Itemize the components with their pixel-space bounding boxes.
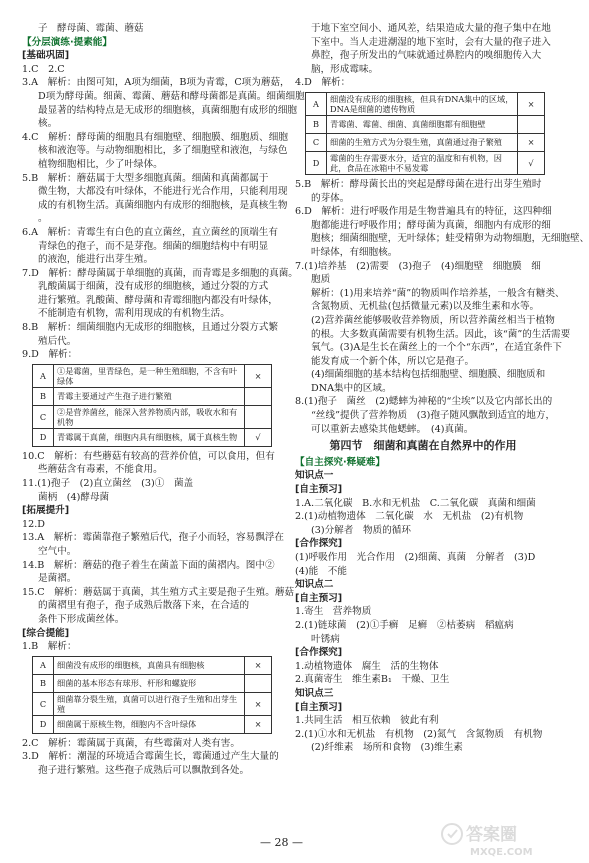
text-line: 下室中。当人走进潮湿的地下室时，会有大量的孢子进入 — [311, 36, 551, 48]
option-letter: D — [33, 428, 54, 446]
option-letter: B — [33, 674, 54, 692]
option-text: 细菌的生殖方式为分裂生殖，真菌通过孢子繁殖 — [327, 133, 518, 151]
judgement-mark: × — [518, 133, 545, 151]
text-line: 1.A.二氧化碳 B.水和无机盐 C.二氧化碳 真菌和细菌 — [295, 497, 536, 509]
judgement-mark: × — [245, 656, 272, 674]
text-line: 1.共同生活 相互依赖 彼此有利 — [295, 715, 439, 727]
option-text: 霉菌的生存需要水分，适宜的温度和有机物，因此，食品在冰箱中不易发霉 — [327, 151, 518, 174]
option-letter: A — [306, 92, 327, 115]
option-letter: A — [33, 656, 54, 674]
text-line: 核和液泡等。与动物细胞相比，多了细胞壁和液泡，与绿色 — [38, 145, 288, 157]
text-line: 5.B 解析：蘑菇属于大型多细胞真菌。细菌和真菌都属于 — [22, 172, 269, 184]
text-line: 4.C 解析：酵母菌的细胞具有细胞壁、细胞膜、细胞质、细胞 — [22, 131, 288, 143]
judgement-mark — [518, 115, 545, 133]
option-letter: C — [33, 405, 54, 428]
text-line: 3.D 解析：潮湿的环境适合霉菌生长，霉菌通过产生大量的 — [22, 751, 279, 763]
option-letter: D — [33, 715, 54, 733]
table-row — [33, 387, 272, 405]
text-line: 知识点二 — [295, 579, 334, 591]
table-row — [33, 428, 272, 446]
text-line: DNA集中的区域。 — [311, 382, 392, 394]
text-line: 植物细胞相比，少了叶绿体。 — [38, 158, 163, 170]
judgement-mark: √ — [518, 151, 545, 174]
section-title: 第四节 细菌和真菌在自然界中的作用 — [329, 439, 517, 453]
text-line: 15.C 解析：蘑菇属于真菌，其生殖方式主要是孢子生殖。蘑菇 — [22, 586, 295, 598]
text-line: 核。 — [38, 118, 58, 130]
text-line: 叶绿体，有细胞核。 — [311, 246, 398, 258]
table-row — [306, 133, 545, 151]
text-line: 含氮物质、无机盐(包括微量元素)以及维生素和水等。 — [311, 301, 540, 313]
option-letter: C — [33, 692, 54, 715]
text-line: 1.C 2.C — [22, 63, 65, 75]
text-line: 7.D 解析：酵母菌属于单细胞的真菌，而青霉是多细胞的真菌。 — [22, 267, 298, 279]
text-line: 1.动植物遗体 腐生 活的生物体 — [295, 660, 439, 672]
table-row — [33, 692, 272, 715]
judgement-mark: × — [518, 92, 545, 115]
text-line: 解析：(1)用来培养“菌”的物质叫作培养基，一般含有糖类、 — [311, 287, 565, 299]
table-row — [33, 674, 272, 692]
text-line: 6.A 解析：青霉生有白色的直立菌丝，直立菌丝的顶端生有 — [22, 226, 278, 238]
option-text: 青霉属于真菌，细胞内具有细胞核，属于真核生物 — [54, 428, 245, 446]
answer-table — [305, 92, 545, 175]
text-line: [合作探究] — [295, 647, 343, 659]
text-line: 3.A 解析：由图可知，A项为细菌，B项为青霉，C项为蘑菇， — [22, 77, 290, 89]
table-row — [33, 364, 272, 387]
text-line: 6.D 解析：进行呼吸作用是生物普遍具有的特征，这四种细 — [295, 206, 552, 218]
text-line: (1)呼吸作用 光合作用 (2)细菌、真菌 分解者 (3)D — [295, 552, 536, 563]
text-line: 能发育成一个新个体，所以它是孢子。 — [311, 355, 475, 367]
text-line: [基础巩固] — [22, 50, 70, 62]
table-row — [33, 656, 272, 674]
answer-table — [32, 364, 272, 447]
text-line: 2.(1)链球菌 (2)①手癣 足癣 ②枯萎病 稻瘟病 — [295, 619, 514, 631]
text-line: 氧气。(3)A是生长在菌丝上的一个个“东西”，在适宜条件下 — [311, 342, 562, 354]
text-line: 12.D — [22, 518, 45, 530]
text-line: 8.B 解析：细菌细胞内无成形的细胞核，且通过分裂方式繁 — [22, 322, 279, 334]
text-line: 1.寄生 营养物质 — [295, 606, 372, 618]
text-line: 【分层演练·提素能】 — [22, 36, 112, 48]
option-text: ①是霉菌，里青绿色，是一种生殖细胞，不含有叶绿体 — [54, 364, 245, 387]
text-line: 的菌褶里有孢子，孢子成熟后散落下来，在合适的 — [38, 600, 250, 612]
text-line: 乳酸菌属于细菌，没有成形的细胞核，通过分裂的方式 — [38, 281, 269, 293]
text-line: 鼻腔，孢子所发出的气味就通过鼻腔内的嗅细胞传入大 — [311, 50, 542, 62]
answer-table — [32, 656, 272, 734]
text-line: 1.B 解析： — [22, 641, 77, 653]
text-line: 些蘑菇含有毒素，不能食用。 — [38, 464, 163, 476]
text-line: 是菌褶。 — [38, 573, 77, 585]
text-line: 10.C 解析：有些蘑菇有较高的营养价值，可以食用，但有 — [22, 450, 275, 462]
text-line: 最显著的结构特点是无成形的细胞核，真菌细胞有成形的细胞 — [38, 104, 298, 116]
text-line: 7.(1)培养基 (2)需要 (3)孢子 (4)细胞壁 细胞膜 细 — [295, 260, 541, 272]
text-line: 成的有机物生活。真菌细胞内有成形的细胞核，是真核生物 — [38, 199, 288, 211]
text-line: 5.B 解析：酵母菌长出的突起是酵母菌在进行出芽生殖时 — [295, 178, 542, 190]
text-line: 9.D 解析： — [22, 349, 78, 361]
option-letter: B — [33, 387, 54, 405]
text-line: 条件下形成菌丝体。 — [38, 613, 125, 625]
text-line: 孢子进行繁殖。这些孢子成熟后可以飘散到各处。 — [38, 764, 250, 776]
text-line: 的芽体。 — [311, 192, 350, 204]
option-letter: A — [33, 364, 54, 387]
text-line: 不能制造有机物，需利用现成的有机物生活。 — [38, 308, 230, 320]
text-line: 进行繁殖。乳酸菌、酵母菌和青霉细胞内都没有叶绿体， — [38, 294, 278, 306]
text-line: (3)分解者 物质的循环 — [311, 524, 411, 536]
text-line: 于地下室空间小、通风差，结果造成大量的孢子集中在地 — [311, 23, 551, 34]
text-line: 胞都能进行呼吸作用；酵母菌为真菌，细胞内有成形的细 — [311, 219, 551, 231]
text-line: 8.(1)孢子 菌丝 (2)蟋蟀为神秘的“尘埃”以及它内部长出的 — [295, 396, 553, 408]
text-line: 。 — [38, 213, 48, 225]
option-text: ②是营养菌丝，能深入营养物质内部，吸收水和有机物 — [54, 405, 245, 428]
table-row — [33, 405, 272, 428]
judgement-mark — [245, 674, 272, 692]
table-row — [306, 151, 545, 174]
text-line: 2.(1)①水和无机盐 有机物 (2)氮气 含氮物质 有机物 — [295, 728, 543, 740]
text-line: D项为酵母菌。细菌、霉菌、蘑菇和酵母菌都是真菌。细菌细胞 — [38, 90, 305, 102]
text-line: [拓展提升] — [22, 505, 70, 517]
table-row — [33, 715, 272, 733]
option-text: 细菌没有成形的细胞核，真菌具有细胞核 — [54, 656, 245, 674]
text-line: 13.A 解析：霉菌靠孢子繁殖后代，孢子小而轻，容易飘浮在 — [22, 532, 285, 544]
judgement-mark: × — [245, 715, 272, 733]
text-line: 的根。大多数真菌需要有机物生活。因此，该“菌”的生活需要 — [311, 328, 571, 340]
judgement-mark — [245, 405, 272, 428]
judgement-mark: √ — [245, 428, 272, 446]
text-line: (2)纤维素 场所和食物 (3)维生素 — [311, 742, 463, 754]
judgement-mark — [245, 387, 272, 405]
text-line: 2.(1)动植物遗体 二氧化碳 水 无机盐 (2)有机物 — [295, 511, 524, 523]
text-line: 空气中。 — [38, 546, 77, 557]
text-line: [合作探究] — [295, 538, 343, 550]
svg-text:答案圈: 答案圈 — [466, 825, 517, 845]
watermark-icon — [440, 818, 555, 858]
text-line: [自主预习] — [295, 701, 343, 713]
text-line: 微生物，大都没有叶绿体，不能进行光合作用，只能利用现 — [38, 186, 288, 198]
text-line: “丝线”提供了营养物质 (3)孢子随风飘散到适宜的地方， — [311, 410, 556, 422]
table-row — [306, 115, 545, 133]
option-text: 青霉主要通过产生孢子进行繁殖 — [54, 387, 245, 405]
text-line: 脑，形成霉味。 — [311, 63, 379, 75]
text-line: (4)能 不能 — [295, 565, 347, 577]
text-line: [自主预习] — [295, 592, 343, 604]
option-letter: C — [306, 133, 327, 151]
text-line: 【自主探究·释疑难】 — [295, 456, 385, 468]
text-line: 的液泡，能进行出芽生殖。 — [38, 254, 154, 266]
text-line: 知识点三 — [295, 687, 334, 699]
text-line: 子 酵母菌、霉菌、蘑菇 — [38, 23, 144, 34]
option-letter: B — [306, 115, 327, 133]
text-line: [综合提能] — [22, 627, 70, 639]
right-column — [295, 22, 589, 755]
option-text: 细菌属于原核生物，细胞内不含叶绿体 — [54, 715, 245, 733]
text-line: 胞质 — [311, 274, 331, 286]
text-line: 2.C 解析：霉菌属于真菌，有些霉菌对人类有害。 — [22, 737, 240, 749]
text-line: 11.(1)孢子 (2)直立菌丝 (3)① 菌盖 — [22, 478, 194, 490]
watermark-logo — [440, 818, 555, 858]
text-line: [自主预习] — [295, 484, 343, 496]
text-line: 知识点一 — [295, 470, 334, 482]
option-letter: D — [306, 151, 327, 174]
option-text: 细菌的基本形态有球形、杆形和螺旋形 — [54, 674, 245, 692]
text-line: (4)细菌细胞的基本结构包括细胞壁、细胞膜、细胞质和 — [311, 369, 546, 381]
text-line: 4.D 解析： — [295, 77, 351, 89]
text-line: 叶锈病 — [311, 633, 340, 645]
option-text: 细菌没有成形的细胞核，但具有DNA集中的区域，DNA是细菌的遗传物质 — [327, 92, 518, 115]
text-line: 2.真菌寄生 维生素B₁ 干燥、卫生 — [295, 674, 450, 686]
text-line: 青绿色的孢子，而不是芽孢。细菌的细胞结构中有明显 — [38, 240, 269, 252]
svg-text:MXQE.COM: MXQE.COM — [470, 847, 533, 858]
text-line: 胞核；细菌细胞壁，无叶绿体；蛙受精卵为动物细胞，无细胞壁、 — [311, 233, 589, 245]
page-number: — 28 — — [260, 836, 303, 849]
text-line: (2)营养菌丝能够吸收营养物质，所以营养菌丝相当于植物 — [311, 314, 555, 326]
judgement-mark: × — [245, 692, 272, 715]
left-column — [22, 22, 305, 778]
option-text: 细菌靠分裂生殖，真菌可以进行孢子生殖和出芽生殖 — [54, 692, 245, 715]
text-line: 14.B 解析：蘑菇的孢子着生在菌盖下面的菌褶内。图中② — [22, 559, 275, 571]
option-text: 青霉菌、霉菌、细菌、真菌细胞都有细胞壁 — [327, 115, 518, 133]
text-line: 殖后代。 — [38, 335, 77, 347]
judgement-mark: × — [245, 364, 272, 387]
table-row — [306, 92, 545, 115]
text-line: 菌柄 (4)酵母菌 — [38, 491, 110, 503]
text-line: 可以重新去感染其他蟋蟀。 (4)真菌。 — [311, 423, 474, 435]
